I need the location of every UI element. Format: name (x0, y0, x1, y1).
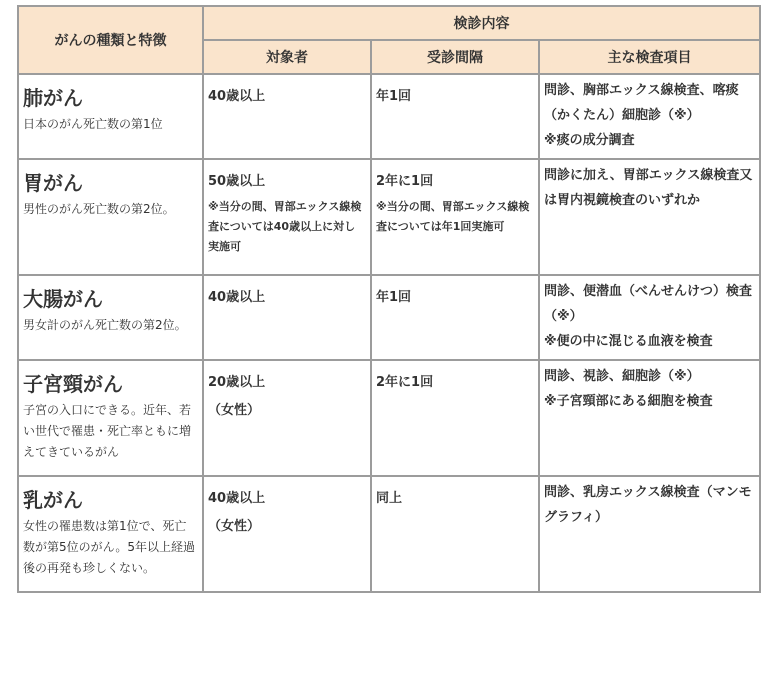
interval-value: 2年に1回 (376, 174, 434, 189)
target-age: 40歳以上 (208, 491, 266, 506)
target-age: 50歳以上 (208, 174, 266, 189)
table-row-colorectal-cancer (18, 275, 760, 360)
cancer-description: 男女計のがん死亡数の第2位。 (23, 318, 187, 332)
items-value: 問診、胸部エックス線検査、喀痰（かくたん）細胞診（※） (544, 83, 739, 123)
items-value: 問診、視診、細胞診（※） (544, 369, 700, 384)
cell-target (203, 360, 371, 476)
table-row-breast-cancer (18, 476, 760, 592)
cell-interval (371, 159, 539, 275)
target-age: 40歳以上 (208, 290, 266, 305)
cell-items (539, 476, 760, 592)
cancer-description: 日本のがん死亡数の第1位 (23, 117, 163, 131)
cell-target (203, 275, 371, 360)
cancer-name: 大腸がん (23, 287, 103, 311)
header-items: 主な検査項目 (539, 40, 760, 74)
cancer-screening-table (17, 5, 761, 593)
cell-target (203, 159, 371, 275)
cell-cancer-type (18, 476, 203, 592)
target-age: 20歳以上 (208, 375, 266, 390)
header-row-top (18, 6, 760, 40)
interval-value: 年1回 (376, 89, 412, 104)
cancer-description: 子宮の入口にできる。近年、若い世代で罹患・死亡率ともに増えてきているがん (23, 403, 192, 459)
items-value: 問診、乳房エックス線検査（マンモグラフィ） (544, 485, 752, 525)
items-value: 問診、便潜血（べんせんけつ）検査（※） (544, 284, 753, 324)
items-note: ※便の中に混じる血液を検査 (544, 334, 713, 349)
cell-items (539, 360, 760, 476)
interval-value: 年1回 (376, 290, 412, 305)
cell-items (539, 275, 760, 360)
items-note: ※痰の成分調査 (544, 133, 635, 148)
cancer-name: 子宮頸がん (23, 372, 123, 396)
table-row-cervical-cancer (18, 360, 760, 476)
target-note: ※当分の間、胃部エックス線検査については40歳以上に対し実施可 (208, 200, 362, 253)
cell-cancer-type (18, 159, 203, 275)
table-body (18, 74, 760, 592)
cancer-name: 肺がん (23, 86, 83, 110)
header-screening-content: 検診内容 (203, 6, 760, 40)
table-header (18, 6, 760, 74)
target-age: 40歳以上 (208, 89, 266, 104)
cell-cancer-type (18, 360, 203, 476)
table-row-lung-cancer (18, 74, 760, 159)
cell-items (539, 74, 760, 159)
target-sex: （女性） (208, 403, 261, 418)
items-value: 問診に加え、胃部エックス線検査又は胃内視鏡検査のいずれか (544, 168, 753, 208)
cell-interval (371, 275, 539, 360)
cell-items (539, 159, 760, 275)
header-cancer-type: がんの種類と特徴 (18, 6, 203, 74)
cancer-name: 乳がん (23, 488, 83, 512)
cancer-description: 男性のがん死亡数の第2位。 (23, 202, 175, 216)
header-target: 対象者 (203, 40, 371, 74)
table-row-stomach-cancer (18, 159, 760, 275)
cell-target (203, 74, 371, 159)
cell-interval (371, 74, 539, 159)
items-note: ※子宮頸部にある細胞を検査 (544, 394, 713, 409)
cell-cancer-type (18, 74, 203, 159)
interval-note: ※当分の間、胃部エックス線検査については年1回実施可 (376, 200, 530, 233)
cancer-name: 胃がん (23, 171, 83, 195)
cell-target (203, 476, 371, 592)
header-interval: 受診間隔 (371, 40, 539, 74)
target-sex: （女性） (208, 519, 261, 534)
cell-cancer-type (18, 275, 203, 360)
cell-interval (371, 360, 539, 476)
interval-value: 同上 (376, 491, 403, 506)
cancer-description: 女性の罹患数は第1位で、死亡数が第5位のがん。5年以上経過後の再発も珍しくない。 (23, 519, 195, 575)
interval-value: 2年に1回 (376, 375, 434, 390)
cell-interval (371, 476, 539, 592)
